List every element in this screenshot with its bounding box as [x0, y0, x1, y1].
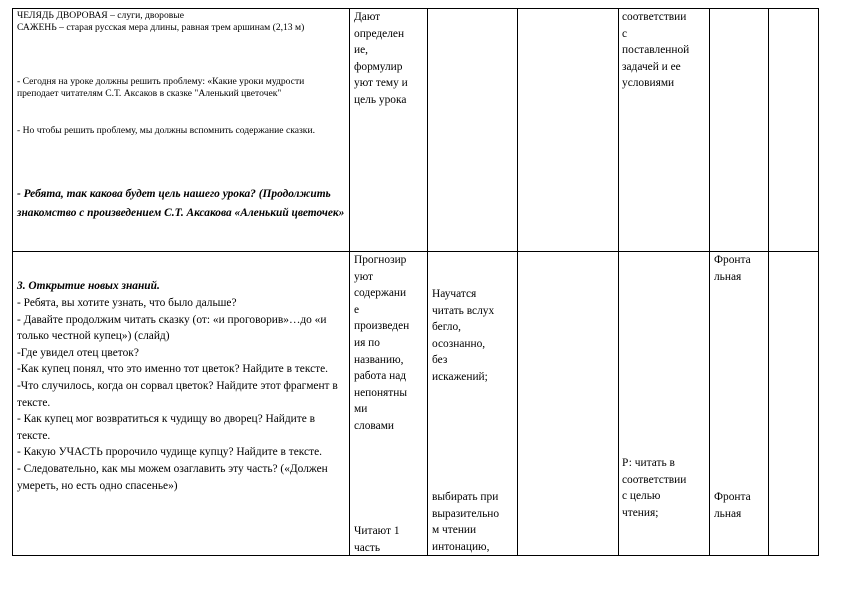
section-heading: 3. Открытие новых знаний.: [17, 280, 160, 292]
row1-outcome-cell: [619, 9, 709, 251]
table-bottom-border: [12, 555, 819, 556]
outcome-text: соответствии с поставленной задачей и ее условиями: [622, 11, 690, 90]
row2-content-cell: [13, 252, 349, 555]
recall-statement: - Но чтобы решить проблему, мы должны вспомнить содержание сказки.: [17, 125, 315, 136]
glossary-item-sazhen: САЖЕНЬ – старая русская мера длины, равная трем аршинам (2,13 м): [17, 22, 305, 33]
col-divider-3: [517, 8, 518, 556]
row1-content-cell: [13, 9, 349, 251]
row2-student-activity-cell: [350, 252, 427, 555]
lesson-questions: - Ребята, вы хотите узнать, что было дальше? - Давайте продолжим читать сказку (от: «и проговорив»…до «и только честной купец») (слайд) -Где увидел отец цветок? -Как купец понял, что это именно тот цветок? Найдите в тексте. -Что случилось, когда он сорвал цветок? Найдите этот фрагмент в тексте. - Как купец мог возвратиться к чудищу во дворец? Найдите в тексте. - Какую УЧАСТЬ пророчило чудище купцу? Найдите в тексте. - Следовательно, как мы можем озаглавить эту часть? («Должен умереть, но есть одно спасенье»): [17, 297, 338, 492]
skills-read-aloud: Научатся читать вслух бегло, осознанно, без искажений;: [432, 288, 495, 383]
skills-intonation: выбирать при выразительно м чтении интонацию,: [432, 491, 500, 553]
col-divider-6: [768, 8, 769, 556]
row2-skills-cell: [428, 252, 517, 555]
lesson-goal-question: - Ребята, так какова будет цель нашего урока? (Продолжить знакомство с произведением С.Т. Аксакова «Аленький цветочек»: [17, 188, 345, 219]
student-activity-read: Читают 1 часть: [354, 525, 400, 554]
row2-form-cell: [710, 252, 768, 555]
outcome-read-text: Р: читать в соответствии с целью чтения;: [622, 457, 687, 519]
student-activity-predict: Прогнозир уют содержани е произведен ия по названию, работа над непонятны ми словами: [354, 254, 410, 432]
problem-statement: - Сегодня на уроке должны решить проблему: «Какие уроки мудрости преподает читателям С.Т. Аксаков в сказке "Аленький цветочек": [17, 76, 305, 99]
work-form-1: Фронта льная: [714, 254, 751, 283]
row2-outcome-cell: [619, 252, 709, 555]
glossary-item-chelyad: ЧЕЛЯДЬ ДВОРОВАЯ – слуги, дворовые: [17, 10, 184, 21]
col-divider-7: [818, 8, 819, 556]
work-form-2: Фронта льная: [714, 491, 751, 520]
row1-student-activity-cell: [350, 9, 427, 251]
student-activity-text: Дают определен ие, формулир уют тему и цель урока: [354, 11, 408, 106]
